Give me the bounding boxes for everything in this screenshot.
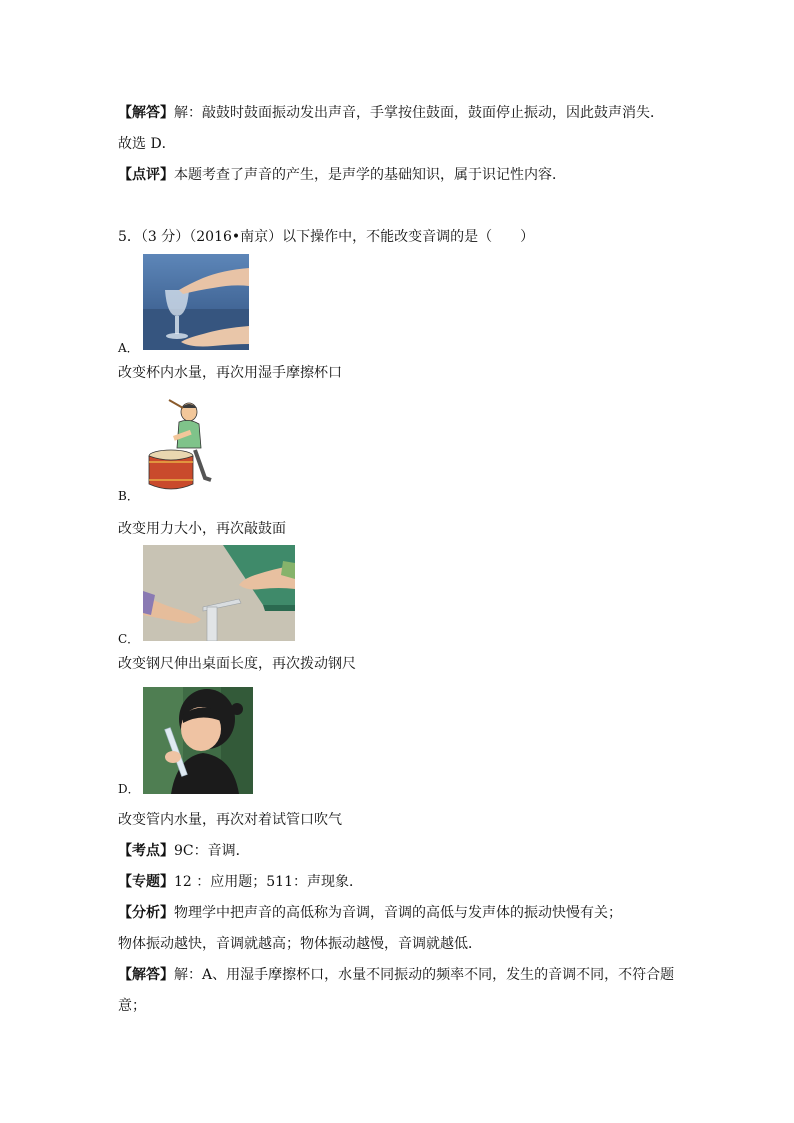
answer-text: 解：敲鼓时鼓面振动发出声音，手掌按住鼓面，鼓面停止振动，因此鼓声消失． — [174, 105, 664, 121]
fenxi-text: 物理学中把声音的高低称为音调，音调的高低与发声体的振动快慢有关； — [174, 905, 622, 921]
jieda-line — [118, 966, 674, 984]
jieda-text: 解：A、用湿手摩擦杯口，水量不同振动的频率不同，发生的音调不同，不符合题 — [174, 967, 675, 983]
kaodian-line — [118, 842, 250, 860]
zhuanti-tag: 【专题】 — [118, 874, 174, 890]
answer-tag: 【解答】 — [118, 105, 174, 121]
option-c-text: 改变钢尺伸出桌面长度，再次拨动钢尺 — [118, 656, 356, 672]
option-a-image — [143, 254, 249, 350]
option-d-text: 改变管内水量，再次对着试管口吹气 — [118, 812, 342, 828]
fenxi-line — [118, 904, 622, 922]
option-a-text: 改变杯内水量，再次用湿手摩擦杯口 — [118, 365, 342, 381]
kaodian-tag: 【考点】 — [118, 843, 174, 859]
option-d-image — [143, 687, 253, 794]
option-b-label: B． — [118, 489, 139, 503]
jieda-tag: 【解答】 — [118, 967, 174, 983]
prev-choice-line: 故选 D． — [118, 136, 176, 152]
zhuanti-line — [118, 873, 363, 891]
question-stem: 5．（3 分）（2016•南京）以下操作中，不能改变音调的是（ ） — [118, 229, 535, 245]
comment-text: 本题考查了声音的产生，是声学的基础知识，属于识记性内容． — [174, 167, 566, 183]
fenxi-tag: 【分析】 — [118, 905, 174, 921]
option-c-label: C． — [118, 632, 140, 646]
option-d-label: D． — [118, 782, 140, 796]
kaodian-text: 9C：音调． — [174, 843, 250, 859]
jieda-line-2: 意； — [118, 998, 146, 1014]
zhuanti-text: 12 ：应用题；511：声现象． — [174, 874, 363, 890]
fenxi-line-2: 物体振动越快，音调就越高；物体振动越慢，音调就越低． — [118, 936, 482, 952]
option-b-image — [143, 398, 213, 498]
option-b-text: 改变用力大小，再次敲鼓面 — [118, 521, 286, 537]
prev-answer-line — [118, 104, 664, 122]
option-a-label: A． — [118, 341, 139, 355]
comment-tag: 【点评】 — [118, 167, 174, 183]
prev-comment-line — [118, 166, 566, 184]
option-c-image — [143, 545, 295, 641]
